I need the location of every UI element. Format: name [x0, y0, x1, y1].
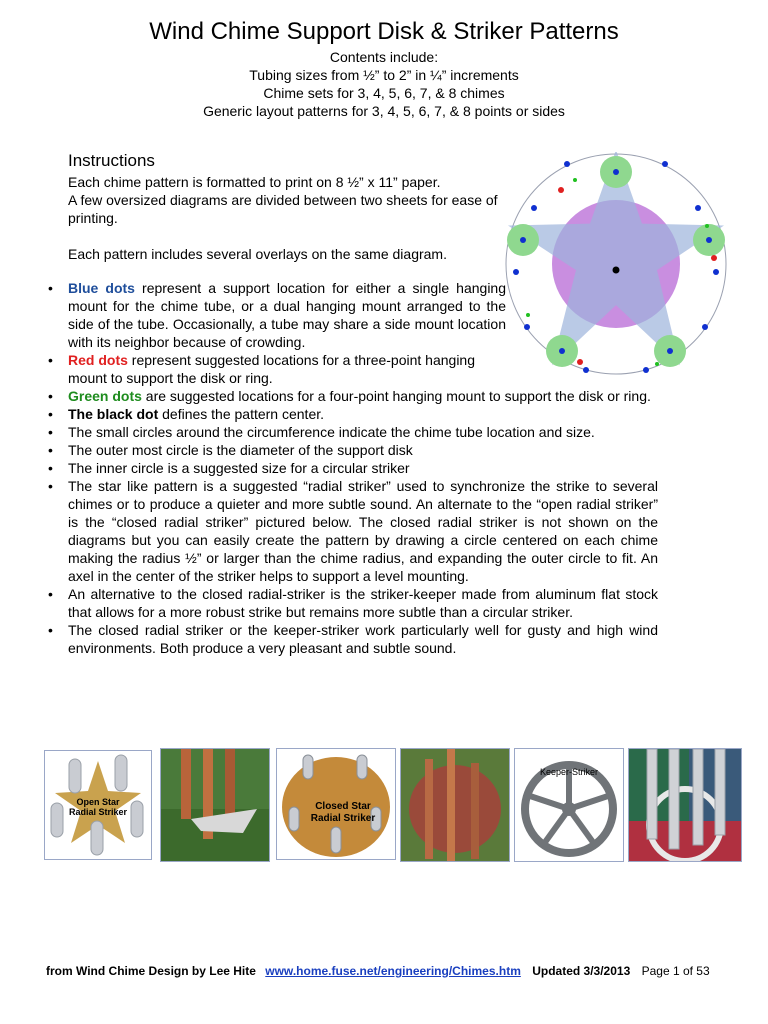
footer-updated: Updated 3/3/2013	[532, 964, 631, 978]
contents-line: Generic layout patterns for 3, 4, 5, 6, 7, & 8 points or sides	[203, 103, 565, 119]
list-item-text: represent a support location for either a single hanging mount for the chime tube, or a dual hanging mount arranged to the side of the tube. Occasionally, a tube may share a side mount location with its neighbor because of crowding.	[68, 280, 506, 350]
list-item	[48, 351, 506, 387]
page-title: Wind Chime Support Disk & Striker Patterns	[149, 18, 619, 45]
list-item	[48, 279, 506, 351]
footer-url-link[interactable]: www.home.fuse.net/engineering/Chimes.htm	[265, 964, 521, 978]
blue-dots-label: Blue dots	[68, 280, 135, 296]
list-item: • The closed radial striker or the keeper-striker work particularly well for gusty and high wind environments. Both produce a very pleasant and subtle sound.	[48, 621, 658, 657]
green-dots-label: Green dots	[68, 388, 142, 404]
disk-chimes-photo	[400, 748, 510, 862]
contents-block	[0, 48, 768, 120]
instructions-heading: Instructions	[68, 151, 155, 170]
pattern-center-dot	[613, 267, 620, 274]
intro-paragraph: A few oversized diagrams are divided between two sheets for ease of printing.	[68, 192, 498, 226]
photo-caption: Open Star	[76, 797, 120, 807]
list-item: • The inner circle is a suggested size for a circular striker	[48, 459, 658, 477]
list-item: • The small circles around the circumference indicate the chime tube location and size.	[48, 423, 658, 441]
page-footer	[46, 964, 710, 978]
contents-line: Contents include:	[329, 49, 439, 65]
footer-page-number: Page 1 of 53	[641, 964, 710, 978]
photo-strip	[0, 748, 768, 864]
intro-paragraph: Each chime pattern is formatted to print on 8 ½” x 11” paper.	[68, 174, 441, 190]
closed-star-striker-photo	[276, 748, 396, 860]
red-dots-label: Red dots	[68, 352, 128, 368]
list-item: • The star like pattern is a suggested “radial striker” used to synchronize the strike to several chimes or to produce a quieter and more subtle sound. An alternate to the “open radial striker” is the “closed radial striker” pictured below. The closed radial striker is not shown on the diagrams but you can easily create the pattern by drawing a circle centered on each chime making the radius ½” or larger than the chime radius, and expanding the outer circle to fit. An axel in the center of the striker helps to support a level mounting.	[48, 477, 658, 585]
intro-paragraph: Each pattern includes several overlays on the same diagram.	[68, 246, 447, 262]
keeper-striker-chimes-photo	[628, 748, 742, 862]
black-dot-label: The black dot	[68, 406, 159, 422]
list-item: • An alternative to the closed radial-striker is the striker-keeper made from aluminum flat stock that allows for a more robust strike but remains more subtle than a circular striker.	[48, 585, 658, 621]
list-item	[48, 405, 658, 423]
photo-caption: Closed Star	[315, 801, 371, 812]
contents-line: Chime sets for 3, 4, 5, 6, 7, & 8 chimes	[263, 85, 505, 101]
list-item-text: defines the pattern center.	[158, 406, 325, 422]
photo-caption: Radial Striker	[68, 807, 128, 817]
list-item-text: represent suggested locations for a three-point hanging mount to support the disk or ring.	[68, 352, 476, 386]
copper-chimes-photo	[160, 748, 270, 862]
list-item	[48, 387, 658, 405]
instructions-intro	[68, 173, 508, 263]
list-item-text: are suggested locations for a four-point hanging mount to support the disk or ring.	[141, 388, 651, 404]
contents-line: Tubing sizes from ½” to 2” in ¼” increments	[249, 67, 519, 83]
photo-caption: Keeper-Striker	[539, 767, 599, 777]
photo-caption: Radial Striker	[310, 813, 376, 824]
open-star-striker-photo	[44, 750, 152, 860]
keeper-striker-photo	[514, 748, 624, 862]
support-disk-pattern-diagram	[504, 152, 728, 376]
list-item: • The outer most circle is the diameter of the support disk	[48, 441, 658, 459]
footer-source: from Wind Chime Design by Lee Hite	[46, 964, 256, 978]
